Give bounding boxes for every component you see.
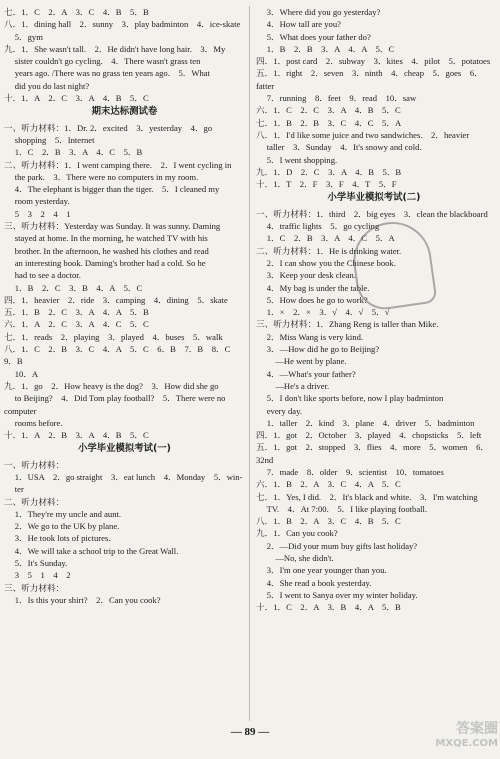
- answer-line: taller 3．Sunday 4．It's snowy and cold.: [256, 142, 422, 153]
- answer-line: 4．My bag is under the table.: [256, 282, 370, 293]
- answer-line: 4．We will take a school trip to the Great Wall.: [4, 545, 179, 556]
- answer-line: brother. In the afternoon, he washed his clothes and read: [4, 245, 209, 256]
- answer-line: TV. 4．At 7:00. 5．I like playing football.: [256, 503, 428, 514]
- answer-line: 八．1．dining hall 2．sunny 3．play badminton 4．ice-skate: [4, 19, 241, 30]
- answer-line: to Beijing? 4．Did Tom play football? 5．There were no computer: [4, 393, 228, 416]
- answer-line: 3．—How did he go to Beijing?: [256, 344, 380, 355]
- section-heading: 小学毕业模拟考试(二): [327, 192, 421, 204]
- answer-line: —He went by plane.: [256, 356, 347, 367]
- answer-line: 1．They're my uncle and aunt.: [4, 508, 122, 519]
- answer-line: 3．Where did you go yesterday?: [256, 7, 381, 17]
- section-heading: 期末达标测试卷: [91, 106, 158, 118]
- watermark-sub: MXQE.COM: [435, 738, 498, 749]
- answer-line: 1．B 2．B 3．A 4．A 5．C: [256, 43, 395, 54]
- answer-line: 1．B 2．C 3．B 4．A 5．C: [4, 282, 143, 293]
- answer-line: 六．1．A 2．C 3．A 4．C 5．C: [4, 319, 149, 330]
- answer-line: 四．1．heavier 2．ride 3．camping 4．dining 5．skate: [4, 294, 228, 305]
- answer-line: 七．1．C 2．A 3．C 4．B 5．B: [4, 7, 149, 17]
- answer-line: 4．How tall are you?: [256, 19, 341, 30]
- answer-line: 十．1．A 2．C 3．A 4．B 5．C: [4, 93, 149, 104]
- left-column: [4, 6, 245, 606]
- answer-line: ter: [4, 484, 24, 495]
- answer-line: 5．I went shopping.: [256, 154, 338, 165]
- answer-line: 2．Miss Wang is very kind.: [256, 331, 364, 342]
- answer-line: 六．1．C 2．C 3．A 4．B 5．C: [256, 105, 401, 116]
- answer-line: 4．She read a book yesterday.: [256, 577, 372, 588]
- answer-line: 七．1．reads 2．playing 3．played 4．buses 5．walk: [4, 331, 223, 342]
- answer-line: 3 5 1 4 2: [4, 570, 71, 581]
- section-heading: 小学毕业模拟考试(一): [78, 443, 171, 455]
- answer-line: 八．1．I'd like some juice and two sandwiches. 2．heavier: [256, 129, 470, 140]
- answer-line: 10．A: [4, 368, 39, 379]
- answer-line: 一、听力材料：: [4, 459, 65, 470]
- answer-line: 九．1．D 2．C 3．A 4．B 5．B: [256, 166, 402, 177]
- answer-line: 1．C 2．B 3．A 4．C 5．B: [4, 147, 143, 158]
- answer-line: room yesterday.: [4, 196, 70, 207]
- watermark-title: 答案圈: [456, 721, 498, 737]
- answer-line: 5．I don't like sports before, now I play badminton: [256, 393, 444, 404]
- answer-line: 七．1．B 2．B 3．C 4．C 5．A: [256, 117, 402, 128]
- answer-line: 十．1．A 2．B 3．A 4．B 5．C: [4, 430, 149, 441]
- answer-line: 九．1．Can you cook?: [256, 528, 338, 539]
- answer-line: an interesting book. Daming's brother had a cold. So he: [4, 257, 206, 268]
- answer-line: 2．—Did your mum buy gifts last holiday?: [256, 540, 418, 551]
- answer-line: 三、听力材料：: [4, 582, 65, 593]
- answer-line: 十．1．C 2．A 3．B 4．A 5．B: [256, 602, 401, 613]
- right-column: [256, 6, 492, 614]
- answer-line: 五．1．right 2．seven 3．ninth 4．cheap 5．goes 6．fatter: [256, 68, 483, 91]
- answer-line: 1．Is this your shirt? 2．Can you cook?: [4, 594, 161, 605]
- answer-line: 二、听力材料：1．He is drinking water.: [256, 245, 402, 256]
- answer-line: 八．1．C 2．B 3．C 4．A 5．C 6．B 7．B 8．C 9．B: [4, 344, 239, 367]
- answer-line: did you do last night?: [4, 80, 90, 91]
- answer-line: 7．made 8．older 9．scientist 10．tomatoes: [256, 466, 444, 477]
- answer-line: 三、听力材料：Yesterday was Sunday. It was sunny. Daming: [4, 221, 221, 232]
- answer-line: 四．1．got 2．October 3．played 4．chopsticks 5．left: [256, 430, 482, 441]
- answer-line: 五．1．B 2．C 3．A 4．A 5．B: [4, 307, 149, 318]
- answer-line: 5 3 2 4 1: [4, 208, 71, 219]
- answer-line: 2．We go to the UK by plane.: [4, 521, 120, 532]
- answer-line: 一、听力材料：1．Dr. 2．excited 3．yesterday 4．go: [4, 122, 213, 133]
- answer-line: 七．1．Yes, I did. 2．It's black and white. 3．I'm watching: [256, 491, 478, 502]
- answer-line: 一、听力材料：1．third 2．big eyes 3．clean the blackboard: [256, 208, 488, 219]
- answer-line: 4．The elephant is bigger than the tiger. 5．I cleaned my: [4, 184, 220, 195]
- answer-line: 5．I went to Sanya over my winter holiday.: [256, 589, 418, 600]
- answer-line: 1．× 2．× 3．√ 4．√ 5．√: [256, 307, 390, 318]
- answer-line: 四．1．post card 2．subway 3．kites 4．pilot 5．potatoes: [256, 56, 491, 67]
- answer-line: 4．traffic lights 5．go cycling: [256, 221, 380, 232]
- answer-line: —He's a driver.: [256, 380, 330, 391]
- answer-line: had to see a doctor.: [4, 270, 81, 281]
- answer-line: 5．What does your father do?: [256, 31, 371, 42]
- answer-line: 三、听力材料：1．Zhang Reng is taller than Mike.: [256, 319, 439, 330]
- answer-line: rooms before.: [4, 417, 63, 428]
- answer-line: stayed at home. In the morning, he watched TV with his: [4, 233, 208, 244]
- answer-line: 五．1．got 2．stopped 3．flies 4．more 5．women 6．32nd: [256, 442, 489, 465]
- answer-line: 3．He took lots of pictures.: [4, 533, 111, 544]
- answer-line: 3．Keep your desk clean.: [256, 270, 356, 281]
- answer-line: 1．taller 2．kind 3．plane 4．driver 5．badminton: [256, 417, 475, 428]
- answer-line: shopping 5．Internet: [4, 134, 95, 145]
- site-watermark: [408, 718, 498, 758]
- answer-line: 1．USA 2．go straight 3．eat lunch 4．Monday 5．win-: [4, 471, 243, 482]
- answer-line: 5．How does he go to work?: [256, 294, 368, 305]
- answer-line: 7．running 8．feet 9．read 10．saw: [256, 93, 417, 104]
- answer-line: 六．1．B 2．A 3．C 4．A 5．C: [256, 479, 401, 490]
- answer-line: —No, she didn't.: [256, 553, 334, 564]
- page-number: — 89 —: [230, 726, 270, 738]
- column-divider: [249, 6, 250, 721]
- answer-line: 5．It's Sunday.: [4, 558, 68, 569]
- answer-line: 3．I'm one year younger than you.: [256, 565, 387, 576]
- answer-line: 2．I can show you the Chinese book.: [256, 257, 396, 268]
- answer-line: 4．—What's your father?: [256, 368, 356, 379]
- answer-line: 1．C 2．B 3．A 4．C 5．A: [256, 233, 395, 244]
- answer-line: 八．1．B 2．A 3．C 4．B 5．C: [256, 516, 401, 527]
- answer-line: 九．1．go 2．How heavy is the dog? 3．How did she go: [4, 380, 219, 391]
- answer-line: 二、听力材料：: [4, 496, 65, 507]
- answer-line: years ago. /There was no grass ten years ago. 5．What: [4, 68, 210, 79]
- answer-line: every day.: [256, 405, 302, 416]
- answer-line: 九．1．She wasn't tall. 2．He didn't have long hair. 3．My: [4, 43, 226, 54]
- answer-line: sister couldn't go cycling. 4．There wasn't grass ten: [4, 56, 201, 67]
- answer-line: 二、听力材料：1．I went camping there. 2．I went cycling in: [4, 159, 232, 170]
- answer-line: the park. 3．There were no computers in my room.: [4, 171, 199, 182]
- answer-line: 5．gym: [4, 31, 43, 42]
- answer-line: 十．1．T 2．F 3．F 4．T 5．F: [256, 179, 397, 190]
